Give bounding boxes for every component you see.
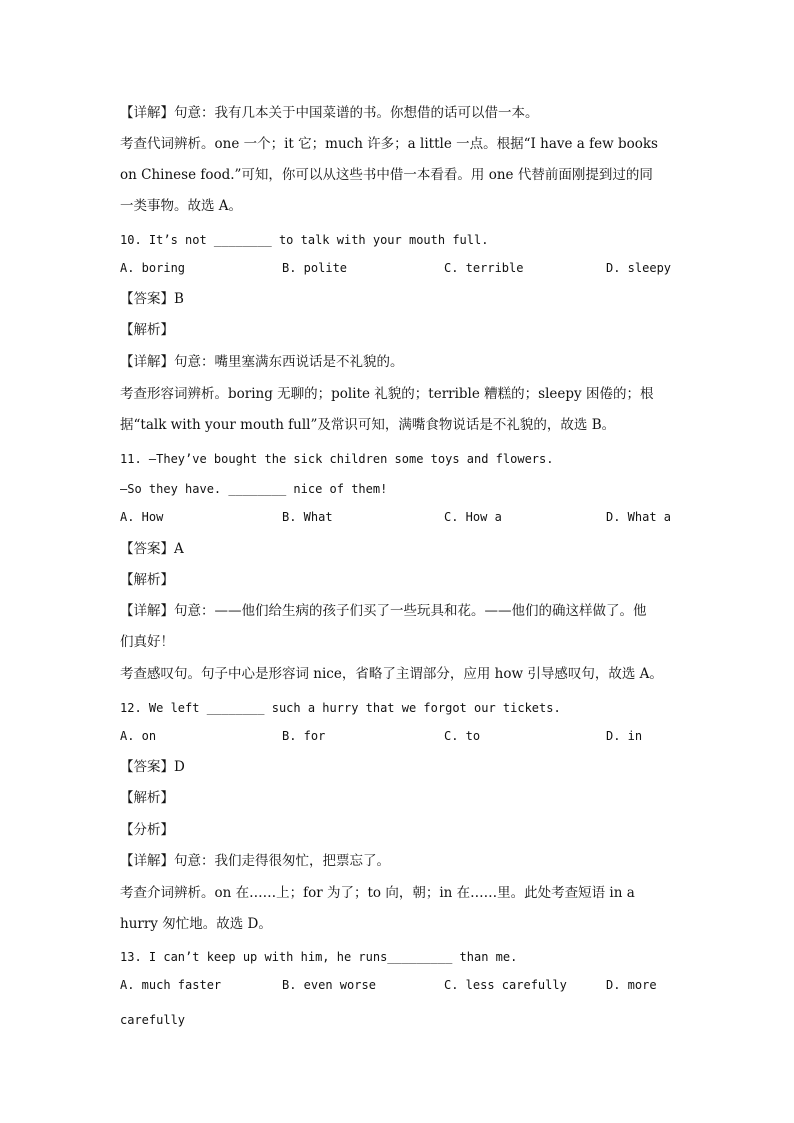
question-10: 10. It’s not ________ to talk with your mouth full. [120, 233, 489, 247]
explanation-line: 考查感叹句。句子中心是形容词 nice，省略了主谓部分，应用 how 引导感叹句，故选 A。 [120, 666, 663, 682]
explanation-line: hurry 匆忙地。故选 D。 [120, 916, 272, 932]
option-a: A. boring [120, 261, 186, 275]
analysis-label: 【解析】 [120, 572, 174, 588]
question-13: 13. I can’t keep up with him, he runs_________ than me. [120, 950, 518, 964]
explanation-line: on Chinese food.”可知，你可以从这些书中借一本看看。用 one 代替前面刚提到过的同 [120, 167, 653, 183]
option-d: D. sleepy [606, 261, 672, 275]
answer-label: 【答案】D [120, 759, 185, 775]
option-c: C. How a [444, 510, 502, 524]
option-a: A. much faster [120, 978, 222, 992]
option-c: C. to [444, 729, 481, 743]
option-a: A. How [120, 510, 164, 524]
answer-label: 【答案】A [120, 541, 184, 557]
question-11-line2: —So they have. ________ nice of them! [120, 482, 388, 496]
explanation-line: 据“talk with your mouth full”及常识可知，满嘴食物说话是不礼貌的，故选 B。 [120, 417, 616, 433]
explanation-line: 一类事物。故选 A。 [120, 198, 243, 214]
explanation-line: 【详解】句意：我有几本关于中国菜谱的书。你想借的话可以借一本。 [120, 105, 539, 121]
explanation-line: 考查介词辨析。on 在……上；for 为了；to 向，朝；in 在……里。此处考查短语 in a [120, 885, 635, 901]
analysis-label: 【分析】 [120, 822, 174, 838]
option-b: B. for [282, 729, 326, 743]
explanation-line: 考查代词辨析。one 一个；it 它；much 许多；a little 一点。根据“I have a few books [120, 136, 658, 152]
option-c: C. terrible [444, 261, 524, 275]
option-a: A. on [120, 729, 157, 743]
option-d: D. more [606, 978, 657, 992]
question-12: 12. We left ________ such a hurry that we forgot our tickets. [120, 701, 561, 715]
option-b: B. even worse [282, 978, 376, 992]
question-11: 11. —They’ve bought the sick children some toys and flowers. [120, 452, 554, 466]
analysis-label: 【解析】 [120, 322, 174, 338]
explanation-line: 【详解】句意：我们走得很匆忙，把票忘了。 [120, 853, 390, 869]
explanation-line: 考查形容词辨析。boring 无聊的；polite 礼貌的；terrible 糟糕的；sleepy 困倦的；根 [120, 386, 654, 402]
option-b: B. polite [282, 261, 348, 275]
analysis-label: 【解析】 [120, 790, 174, 806]
option-d: D. in [606, 729, 643, 743]
explanation-line: 【详解】句意：嘴里塞满东西说话是不礼貌的。 [120, 354, 404, 370]
answer-label: 【答案】B [120, 291, 184, 307]
option-d-continuation: carefully [120, 1013, 186, 1027]
option-d: D. What a [606, 510, 672, 524]
option-b: B. What [282, 510, 333, 524]
explanation-line: 们真好！ [120, 634, 174, 650]
explanation-line: 【详解】句意：——他们给生病的孩子们买了一些玩具和花。——他们的确这样做了。他 [120, 603, 647, 619]
option-c: C. less carefully [444, 978, 567, 992]
